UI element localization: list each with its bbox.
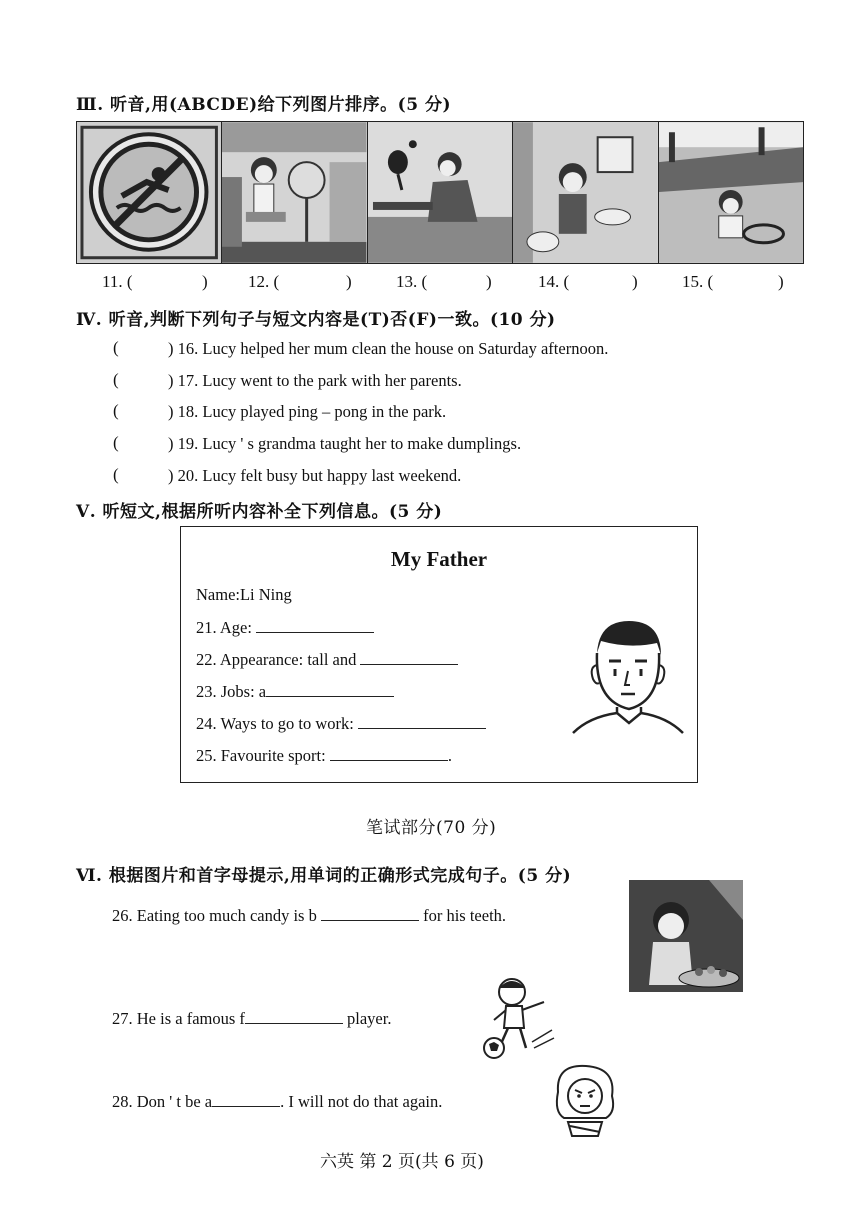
picture-no-swimming-sign [77, 122, 222, 263]
question-24-label: 24. Ways to go to work: [196, 714, 354, 733]
section-6-title: Ⅵ. 根据图片和首字母提示,用单词的正确形式完成句子。(5 分) [76, 866, 572, 886]
question-20: ) 20. Lucy felt busy but happy last weekend. [168, 466, 462, 485]
girl-fan-icon [222, 122, 366, 263]
picture-boy-brushing-teeth [513, 122, 658, 263]
answer-blank-26[interactable] [321, 906, 419, 921]
question-16: ) 16. Lucy helped her mum clean the house on Saturday afternoon. [168, 339, 609, 358]
blank-14: 14. ( [538, 272, 570, 291]
toothache-boy-picture [629, 880, 743, 992]
my-father-card [180, 526, 698, 783]
answer-blank-23[interactable] [266, 682, 394, 697]
answer-blank-25[interactable] [330, 746, 448, 761]
question-25-label: 25. Favourite sport: [196, 746, 326, 765]
blank-12-close: ) [346, 272, 352, 291]
answer-blank-28[interactable] [212, 1092, 280, 1107]
blank-12: 12. ( [248, 272, 280, 291]
page-footer: 六英 第 2 页(共 6 页) [320, 1152, 484, 1172]
ping-pong-icon [368, 122, 512, 263]
question-28-label: 28. Don ' t be a [112, 1092, 213, 1111]
question-22-label: 22. Appearance: tall and [196, 650, 357, 669]
blank-15: 15. ( [682, 272, 714, 291]
question-26-tail: for his teeth. [423, 906, 507, 925]
question-26-label: 26. Eating too much candy is b [112, 906, 317, 925]
question-22 [196, 650, 458, 670]
question-17: ) 17. Lucy went to the park with her parents. [168, 371, 462, 390]
tf-paren-20: ( [113, 465, 119, 484]
tf-paren-19: ( [113, 433, 119, 452]
fallen-bike-icon [659, 122, 803, 263]
tf-paren-16: ( [113, 338, 119, 357]
question-26 [112, 906, 506, 926]
blank-14-close: ) [632, 272, 638, 291]
angry-girl-picture [548, 1062, 622, 1138]
father-name: Name:Li Ning [196, 585, 292, 604]
section-3-title: Ⅲ. 听音,用(ABCDE)给下列图片排序。(5 分) [76, 95, 451, 115]
question-18: ) 18. Lucy played ping – pong in the park. [168, 402, 447, 421]
written-part-heading: 笔试部分(70 分) [366, 818, 497, 838]
answer-blank-22[interactable] [360, 650, 458, 665]
question-25 [196, 746, 452, 766]
father-portrait-icon [569, 613, 687, 735]
question-23 [196, 682, 394, 702]
blank-15-close: ) [778, 272, 784, 291]
section-5-title: Ⅴ. 听短文,根据所听内容补全下列信息。(5 分) [76, 502, 443, 522]
question-27-label: 27. He is a famous f [112, 1009, 245, 1028]
picture-girl-fallen-off-bike [659, 122, 803, 263]
football-boy-picture [478, 972, 556, 1062]
picture-girl-playing-ping-pong [368, 122, 513, 263]
question-27 [112, 1009, 391, 1029]
blank-11: 11. ( [102, 272, 133, 291]
picture-girl-beside-fan [222, 122, 367, 263]
blank-13: 13. ( [396, 272, 428, 291]
answer-blank-27[interactable] [245, 1009, 343, 1024]
section-4-title: Ⅳ. 听音,判断下列句子与短文内容是(T)否(F)一致。(10 分) [76, 310, 556, 330]
question-28-tail: . I will not do that again. [280, 1092, 443, 1111]
question-21-label: 21. Age: [196, 618, 252, 637]
blank-11-close: ) [202, 272, 208, 291]
blank-13-close: ) [486, 272, 492, 291]
question-24 [196, 714, 486, 734]
question-28 [112, 1092, 442, 1112]
question-21 [196, 618, 374, 638]
question-25-period: . [447, 746, 452, 765]
question-27-tail: player. [347, 1009, 392, 1028]
brushing-teeth-icon [513, 122, 657, 263]
picture-strip [76, 121, 804, 264]
question-19: ) 19. Lucy ' s grandma taught her to make dumplings. [168, 434, 522, 453]
card-title: My Father [390, 547, 488, 571]
question-23-label: 23. Jobs: a [196, 682, 267, 701]
answer-blank-24[interactable] [358, 714, 486, 729]
answer-blank-21[interactable] [256, 618, 374, 633]
no-swimming-icon [77, 122, 221, 263]
tf-paren-17: ( [113, 370, 119, 389]
tf-paren-18: ( [113, 401, 119, 420]
